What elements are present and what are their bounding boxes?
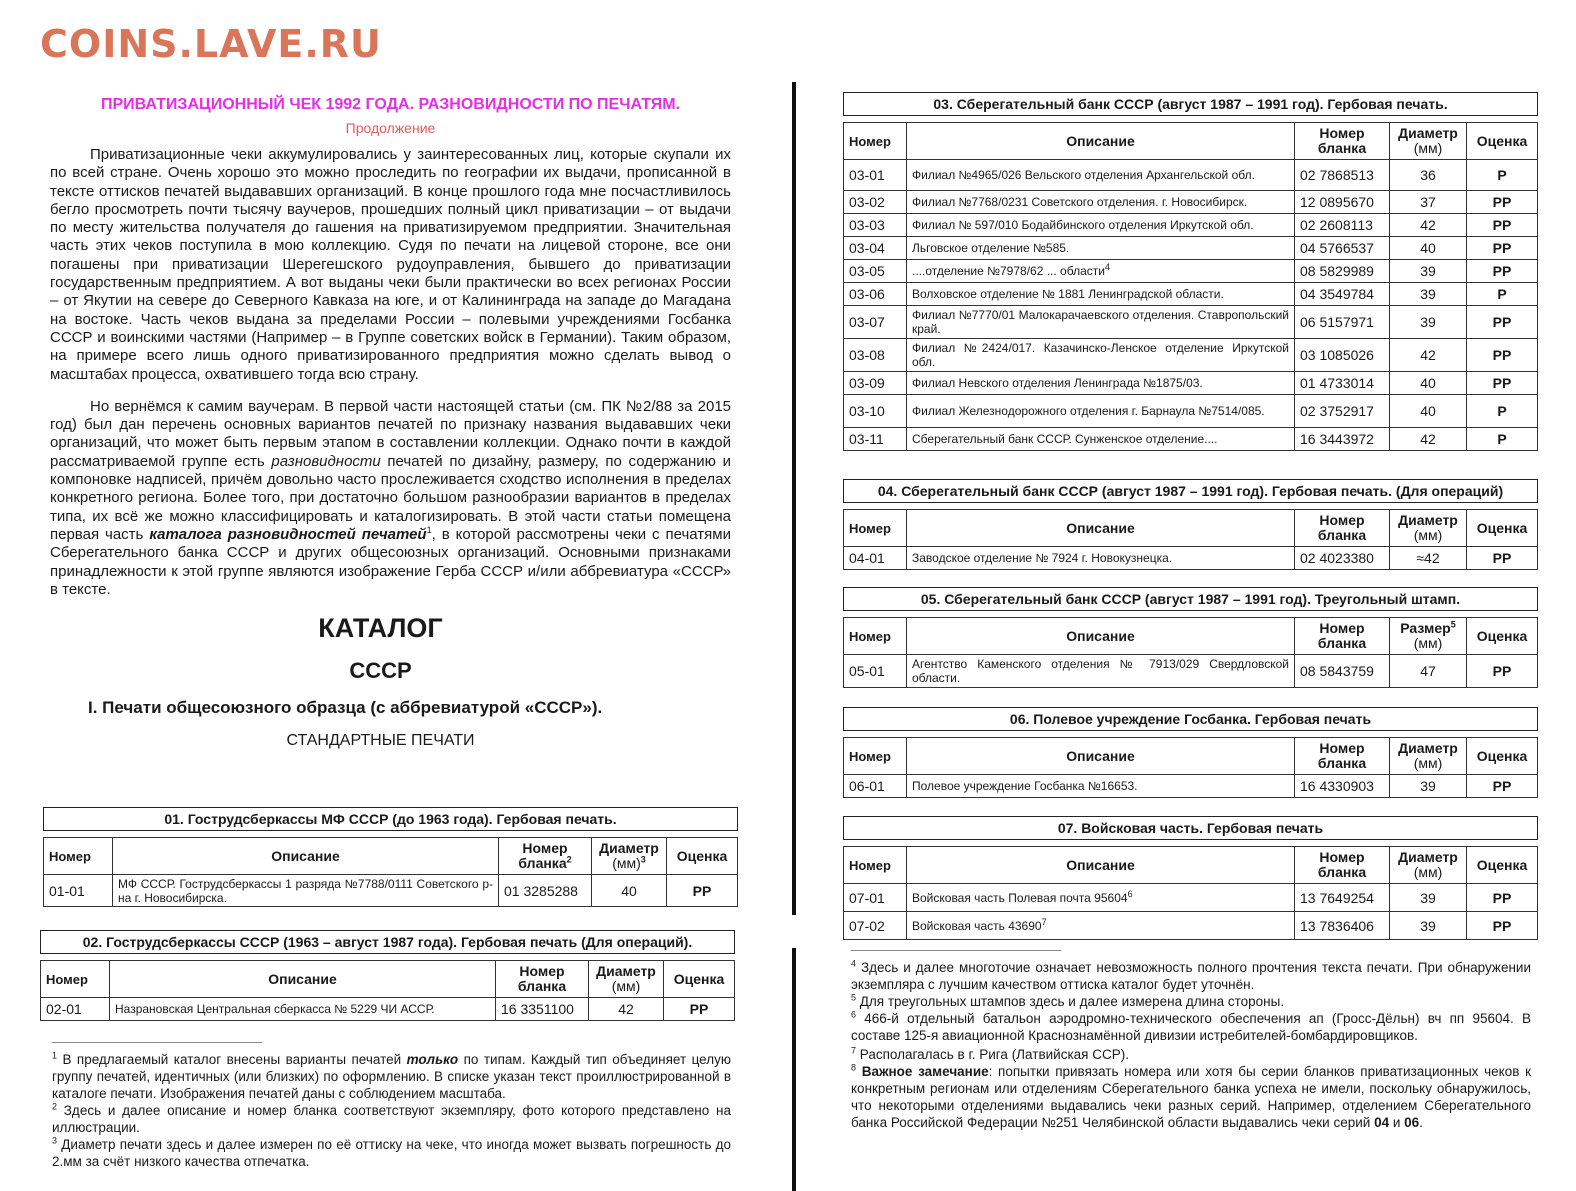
row-diameter: 39 (1390, 260, 1467, 283)
row-blank: 04 3549784 (1295, 283, 1390, 306)
seal-table (843, 846, 1538, 940)
col-blank: Номер бланка (1295, 510, 1390, 547)
row-blank: 13 7649254 (1295, 884, 1390, 912)
footnote-ref: 1 (426, 524, 432, 535)
standard-seals-heading: СТАНДАРТНЫЕ ПЕЧАТИ (286, 732, 475, 750)
row-grade: РР (1467, 214, 1538, 237)
row-grade: РР (667, 875, 738, 907)
footnote-text: 466-й отдельный батальон аэродромно-технического обеспечения ап (Гросс-Дёльн) вч пп 95604. В составе 125-я авиационной Краснознамённой дивизии истребителей-бомбардировщиков. (851, 1011, 1531, 1043)
footnote-emphasis: только (406, 1052, 459, 1067)
paragraph-2-italic: разновидности (271, 452, 381, 470)
row-diameter: 40 (1390, 395, 1467, 428)
footnote-ref: 2 (566, 854, 572, 865)
table-header-row (844, 847, 1538, 884)
table-header-row (844, 510, 1538, 547)
footnote-5 (851, 993, 1531, 1010)
row-grade: РР (1467, 191, 1538, 214)
table-07 (843, 816, 1538, 940)
col-number: Номер (44, 838, 113, 875)
col-description: Описание (113, 838, 499, 875)
row-blank: 02 4023380 (1295, 547, 1390, 570)
col-blank: Номер бланка (1295, 847, 1390, 884)
row-description: Филиал № 597/010 Бодайбинского отделения Иркутской обл. (907, 214, 1295, 237)
row-code: 03-03 (844, 214, 907, 237)
footnote-ref: 3 (640, 854, 646, 865)
table-caption: 05. Сберегательный банк СССР (август 1987 – 1991 год). Треугольный штамп. (843, 587, 1538, 611)
col-diameter-label: Диаметр (1398, 512, 1458, 528)
table-header-row (844, 618, 1538, 655)
col-grade: Оценка (667, 838, 738, 875)
col-grade: Оценка (1467, 618, 1538, 655)
row-grade: РР (664, 998, 735, 1021)
row-description: Полевое учреждение Госбанка №16653. (907, 775, 1295, 798)
col-description: Описание (907, 847, 1295, 884)
row-description: Филиал №2424/017. Казачинско-Ленское отделение Иркутской обл. (907, 339, 1295, 372)
col-unit: (мм) (1413, 527, 1443, 543)
row-size: 47 (1390, 655, 1467, 688)
col-size-label: Размер (1400, 620, 1451, 636)
table-03 (843, 92, 1538, 451)
col-blank: Номер бланка (1295, 618, 1390, 655)
row-description: Филиал №4965/026 Вельского отделения Архангельской обл. (907, 160, 1295, 191)
row-description: Филиал Железнодорожного отделения г. Барнаула №7514/085. (907, 395, 1295, 428)
section-heading: I. Печати общесоюзного образца (с аббревиатурой «СССР»). (88, 698, 603, 718)
table-04 (843, 479, 1538, 570)
footnote-6 (851, 1010, 1531, 1044)
row-description: Заводское отделение № 7924 г. Новокузнецка. (907, 547, 1295, 570)
seal-table (843, 737, 1538, 798)
table-06 (843, 707, 1538, 798)
col-diameter (589, 961, 664, 998)
table-row (844, 912, 1538, 940)
row-code: 03-02 (844, 191, 907, 214)
col-diameter (592, 838, 667, 875)
row-description: Сберегательный банк СССР. Сунженское отделение.... (907, 428, 1295, 451)
paragraph-2-part: Но вернёмся к самим ваучерам. В первой части настоящей статьи (см. ПК №2/88 за 2015 год) был дан перечень основных вариантов печатей по признаку названия выдававших чеки организаций, что может быть первым этапом в составлении коллекции. Однако почти в каждой рассматриваемой группе есть (50, 397, 731, 470)
row-description (907, 884, 1295, 912)
row-grade: РР (1467, 912, 1538, 940)
seal-table (843, 509, 1538, 570)
row-diameter: 39 (1390, 283, 1467, 306)
seal-table (843, 122, 1538, 451)
table-caption: 04. Сберегательный банк СССР (август 1987 – 1991 год). Гербовая печать. (Для операций) (843, 479, 1538, 503)
footnote-text: Диаметр печати здесь и далее измерен по её оттиску на чеке, что иногда может вызвать погрешность до 2.мм за счёт низкого качества отпечатка. (52, 1137, 731, 1169)
row-description-text: Войсковая часть Полевая почта 95604 (912, 890, 1128, 905)
footnote-rule (52, 1042, 262, 1043)
row-blank: 08 5829989 (1295, 260, 1390, 283)
row-grade: РР (1467, 306, 1538, 339)
row-description: Филиал Невского отделения Ленинграда №1875/03. (907, 372, 1295, 395)
row-grade: РР (1467, 372, 1538, 395)
col-size (1390, 618, 1467, 655)
col-diameter-label: Диаметр (599, 840, 659, 856)
table-row (844, 884, 1538, 912)
col-unit: (мм) (1413, 140, 1443, 156)
table-caption: 02. Гострудсберкассы СССР (1963 – август 1987 года). Гербовая печать (Для операций). (40, 930, 735, 954)
row-description: Волховское отделение № 1881 Ленинградской области. (907, 283, 1295, 306)
row-description-text: Войсковая часть 43690 (912, 918, 1042, 933)
footnote-text: : попытки привязать номера или хотя бы серии бланков приватизационных чеков к конкретным регионам или отделениям Сберегательного банка успеха не имели, поскольку обнаружилось, что некоторыми отделениями выдавались чеки разных серий. Например, отделением Сберегательного банка Российской Федерации №251 Челябинской области выдавались чеки серий (851, 1064, 1531, 1130)
row-diameter: 42 (1390, 214, 1467, 237)
row-code: 03-07 (844, 306, 907, 339)
col-number: Номер (844, 123, 907, 160)
col-description: Описание (110, 961, 496, 998)
row-blank: 03 1085026 (1295, 339, 1390, 372)
footnotes-left (52, 1042, 731, 1170)
row-code: 06-01 (844, 775, 907, 798)
footnote-mark: 5 (851, 992, 857, 1003)
table-header-row (844, 738, 1538, 775)
row-diameter: 42 (589, 998, 664, 1021)
row-blank: 16 3443972 (1295, 428, 1390, 451)
site-logo: COINS.LAVE.RU (40, 22, 382, 66)
seal-table (43, 837, 738, 907)
row-description: Агентство Каменского отделения № 7913/029 Свердловской области. (907, 655, 1295, 688)
row-description-text: ....отделение №7978/62 ... области (912, 264, 1105, 278)
table-row (844, 339, 1538, 372)
col-number: Номер (844, 738, 907, 775)
footnote-mark: 8 (851, 1062, 857, 1073)
row-description (907, 260, 1295, 283)
table-row (844, 237, 1538, 260)
paragraph-2 (50, 398, 731, 599)
table-header-row (41, 961, 735, 998)
paragraph-2-bold: каталога разновидностей печатей (149, 525, 427, 543)
table-row (844, 160, 1538, 191)
row-blank: 12 0895670 (1295, 191, 1390, 214)
row-code: 02-01 (41, 998, 110, 1021)
row-blank: 13 7836406 (1295, 912, 1390, 940)
seal-table (843, 617, 1538, 688)
row-grade: Р (1467, 160, 1538, 191)
row-grade: РР (1467, 339, 1538, 372)
paragraph-2-part: , в которой рассмотрены чеки с печатями Сберегательного банка СССР и других общесоюзных организаций. Основными признаками принадлежности к этой группе являются изображение Герба СССР и/или аббревиатура «СССР» в тексте. (50, 525, 731, 598)
footnote-ref: 6 (1127, 888, 1133, 899)
row-diameter: 39 (1390, 306, 1467, 339)
footnote-text: Здесь и далее описание и номер бланка соответствуют экземпляру, фото которого представлено на иллюстрации. (52, 1103, 731, 1135)
row-code: 07-02 (844, 912, 907, 940)
row-blank: 02 7868513 (1295, 160, 1390, 191)
col-blank: Номер бланка (496, 961, 589, 998)
footnote-mark: 7 (851, 1045, 857, 1056)
footnote-mark: 4 (851, 958, 857, 969)
table-caption: 06. Полевое учреждение Госбанка. Гербовая печать (843, 707, 1538, 731)
col-blank (499, 838, 592, 875)
footnote-mark: 3 (52, 1135, 58, 1146)
row-diameter: 37 (1390, 191, 1467, 214)
row-blank: 16 4330903 (1295, 775, 1390, 798)
col-blank-label: Номер бланка (518, 840, 568, 871)
row-blank: 01 3285288 (499, 875, 592, 907)
row-blank: 16 3351100 (496, 998, 589, 1021)
row-diameter: 36 (1390, 160, 1467, 191)
col-number: Номер (844, 510, 907, 547)
table-row (844, 547, 1538, 570)
table-row (844, 775, 1538, 798)
row-description: Льговское отделение №585. (907, 237, 1295, 260)
footnote-rule (851, 950, 1061, 951)
col-grade: Оценка (1467, 510, 1538, 547)
paragraph-2-part: печатей по дизайну, размеру, по содержанию и компоновке надписей, причём довольно часто прослеживается сходство исполнения в пределах конкретного региона. Более того, при достаточно большом разнообразии вариантов в пределах типа, их всё же можно классифицировать и каталогизировать. В этой части статьи помещена первая часть (50, 452, 731, 543)
footnote-emphasis: 06 (1404, 1115, 1420, 1130)
paragraph-1: Приватизационные чеки аккумулировались у заинтересованных лиц, которые скупали их по всей стране. Очень хорошо это можно проследить по географии их выдачи, прописанной в тексте оттисков печатей выдававших организаций. В конце прошлого года мне посчастливилось бегло просмотреть почти тысячу ваучеров, прошедших полный цикл приватизации – от выдачи по месту жительства получателя до гашения на приватизируемом предприятии. Значительная часть этих чеков поступила в мою коллекцию. Судя по печати на лицевой стороне, все они погашены при приватизации Шерегешского рудоуправления, бывшего до приватизации государственным предприятием. А вот выданы чеки были практически во всех регионах России – от Якутии на севере до Северного Кавказа на юге, и от Калининграда на западе до Магадана на востоке. Часть чеков выдана за пределами России – полевыми учреждениями Госбанка СССР и воинскими частями (Например – в Группе советских войск в Германии). Таким образом, на примере всего лишь одного приватизированного предприятия можно сделать вывод о масштабах процесса, охватившего тогда всю страну. (50, 146, 731, 383)
row-code: 03-09 (844, 372, 907, 395)
table-row (844, 306, 1538, 339)
footnote-4 (851, 959, 1531, 993)
row-code: 05-01 (844, 655, 907, 688)
table-row (844, 214, 1538, 237)
footnote-text: Располагалась в г. Рига (Латвийская ССР). (859, 1047, 1129, 1062)
row-description: Назрановская Центральная сберкасса № 5229 ЧИ АССР. (110, 998, 496, 1021)
row-code: 01-01 (44, 875, 113, 907)
row-blank: 08 5843759 (1295, 655, 1390, 688)
column-divider-top (792, 82, 796, 915)
left-column (50, 96, 731, 750)
row-code: 03-05 (844, 260, 907, 283)
col-description: Описание (907, 738, 1295, 775)
row-grade: РР (1467, 547, 1538, 570)
seal-table (40, 960, 735, 1021)
table-header-row (844, 123, 1538, 160)
col-grade: Оценка (1467, 847, 1538, 884)
col-diameter (1390, 847, 1467, 884)
footnote-text: Здесь и далее многоточие означает невозможность полного прочтения текста печати. При обнаружении экземпляра с лучшим качеством оттиска каталог будет уточнён. (851, 960, 1531, 992)
footnote-mark: 1 (52, 1050, 58, 1061)
col-number: Номер (41, 961, 110, 998)
row-diameter: 39 (1390, 884, 1467, 912)
article-subtitle: Продолжение (345, 120, 436, 136)
col-grade: Оценка (664, 961, 735, 998)
row-code: 03-08 (844, 339, 907, 372)
footnote-7 (851, 1046, 1531, 1063)
footnote-2 (52, 1102, 731, 1136)
row-blank: 04 5766537 (1295, 237, 1390, 260)
row-code: 03-04 (844, 237, 907, 260)
table-row (844, 372, 1538, 395)
row-code: 03-11 (844, 428, 907, 451)
footnotes-right (851, 950, 1531, 1131)
column-divider-bottom (792, 948, 796, 1191)
col-diameter-label: Диаметр (596, 963, 656, 979)
row-code: 04-01 (844, 547, 907, 570)
row-grade: Р (1467, 395, 1538, 428)
col-unit: (мм) (1413, 755, 1443, 771)
footnote-text: по типам. Каждый тип объединяет целую группу печатей, идентичных (или близких) по оформлению. В списке указан текст проиллюстрированной в каталоге печати. Изображения печатей даны с соблюдением масштаба. (52, 1052, 731, 1101)
table-05 (843, 587, 1538, 688)
footnote-mark: 6 (851, 1009, 857, 1020)
footnote-emphasis: 04 (1374, 1115, 1390, 1130)
col-blank: Номер бланка (1295, 738, 1390, 775)
row-diameter: 39 (1390, 775, 1467, 798)
footnote-3 (52, 1136, 731, 1170)
table-row (844, 283, 1538, 306)
row-diameter: 39 (1390, 912, 1467, 940)
footnote-8 (851, 1063, 1531, 1131)
footnote-text: В предлагаемый каталог внесены варианты печатей (62, 1052, 407, 1067)
row-blank: 02 3752917 (1295, 395, 1390, 428)
table-row (844, 260, 1538, 283)
footnote-text: . (1419, 1115, 1423, 1130)
table-row (844, 428, 1538, 451)
table-row (41, 998, 735, 1021)
row-diameter: 40 (1390, 372, 1467, 395)
row-grade: РР (1467, 884, 1538, 912)
table-header-row (44, 838, 738, 875)
col-diameter-label: Диаметр (1398, 740, 1458, 756)
footnote-ref: 7 (1041, 916, 1047, 927)
footnote-text: Для треугольных штампов здесь и далее измерена длина стороны. (859, 994, 1285, 1009)
row-diameter: ≈42 (1390, 547, 1467, 570)
table-caption: 07. Войсковая часть. Гербовая печать (843, 816, 1538, 840)
col-description: Описание (907, 123, 1295, 160)
col-blank: Номер бланка (1295, 123, 1390, 160)
col-diameter (1390, 123, 1467, 160)
col-grade: Оценка (1467, 738, 1538, 775)
row-code: 03-06 (844, 283, 907, 306)
row-description: Филиал №7768/0231 Советского отделения. г. Новосибирск. (907, 191, 1295, 214)
footnote-emphasis: Важное замечание (861, 1064, 989, 1079)
row-blank: 02 2608113 (1295, 214, 1390, 237)
catalog-heading: КАТАЛОГ (318, 613, 443, 644)
row-description (907, 912, 1295, 940)
col-grade: Оценка (1467, 123, 1538, 160)
footnote-mark: 2 (52, 1101, 58, 1112)
row-grade: РР (1467, 655, 1538, 688)
table-01 (43, 807, 738, 907)
row-grade: Р (1467, 283, 1538, 306)
row-diameter: 40 (1390, 237, 1467, 260)
row-blank: 06 5157971 (1295, 306, 1390, 339)
row-code: 03-01 (844, 160, 907, 191)
row-grade: Р (1467, 428, 1538, 451)
table-caption: 03. Сберегательный банк СССР (август 1987 – 1991 год). Гербовая печать. (843, 92, 1538, 116)
footnote-1 (52, 1051, 731, 1102)
row-description: МФ СССР. Гострудсберкассы 1 разряда №7788/0111 Советского р-на г. Новосибирска. (113, 875, 499, 907)
table-caption: 01. Гострудсберкассы МФ СССР (до 1963 года). Гербовая печать. (43, 807, 738, 831)
row-diameter: 40 (592, 875, 667, 907)
col-unit: (мм) (612, 855, 641, 871)
table-02 (40, 930, 735, 1021)
row-diameter: 42 (1390, 339, 1467, 372)
table-row (844, 395, 1538, 428)
col-number: Номер (844, 618, 907, 655)
footnote-ref: 4 (1104, 262, 1110, 272)
ussr-heading: СССР (349, 658, 412, 684)
row-code: 07-01 (844, 884, 907, 912)
col-number: Номер (844, 847, 907, 884)
col-description: Описание (907, 618, 1295, 655)
col-diameter-label: Диаметр (1398, 849, 1458, 865)
col-unit: (мм) (1413, 864, 1443, 880)
col-diameter (1390, 510, 1467, 547)
col-unit: (мм) (1413, 635, 1443, 651)
col-description: Описание (907, 510, 1295, 547)
row-code: 03-10 (844, 395, 907, 428)
footnote-text: и (1389, 1115, 1405, 1130)
row-grade: РР (1467, 775, 1538, 798)
col-diameter (1390, 738, 1467, 775)
row-diameter: 42 (1390, 428, 1467, 451)
row-grade: РР (1467, 237, 1538, 260)
table-row (844, 655, 1538, 688)
footnote-ref: 5 (1450, 619, 1456, 630)
row-grade: РР (1467, 260, 1538, 283)
col-diameter-label: Диаметр (1398, 125, 1458, 141)
table-row (44, 875, 738, 907)
col-unit: (мм) (611, 978, 641, 994)
row-blank: 01 4733014 (1295, 372, 1390, 395)
row-description: Филиал №7770/01 Малокарачаевского отделения. Ставропольский край. (907, 306, 1295, 339)
table-row (844, 191, 1538, 214)
article-title: ПРИВАТИЗАЦИОННЫЙ ЧЕК 1992 ГОДА. РАЗНОВИДНОСТИ ПО ПЕЧАТЯМ. (100, 96, 681, 113)
